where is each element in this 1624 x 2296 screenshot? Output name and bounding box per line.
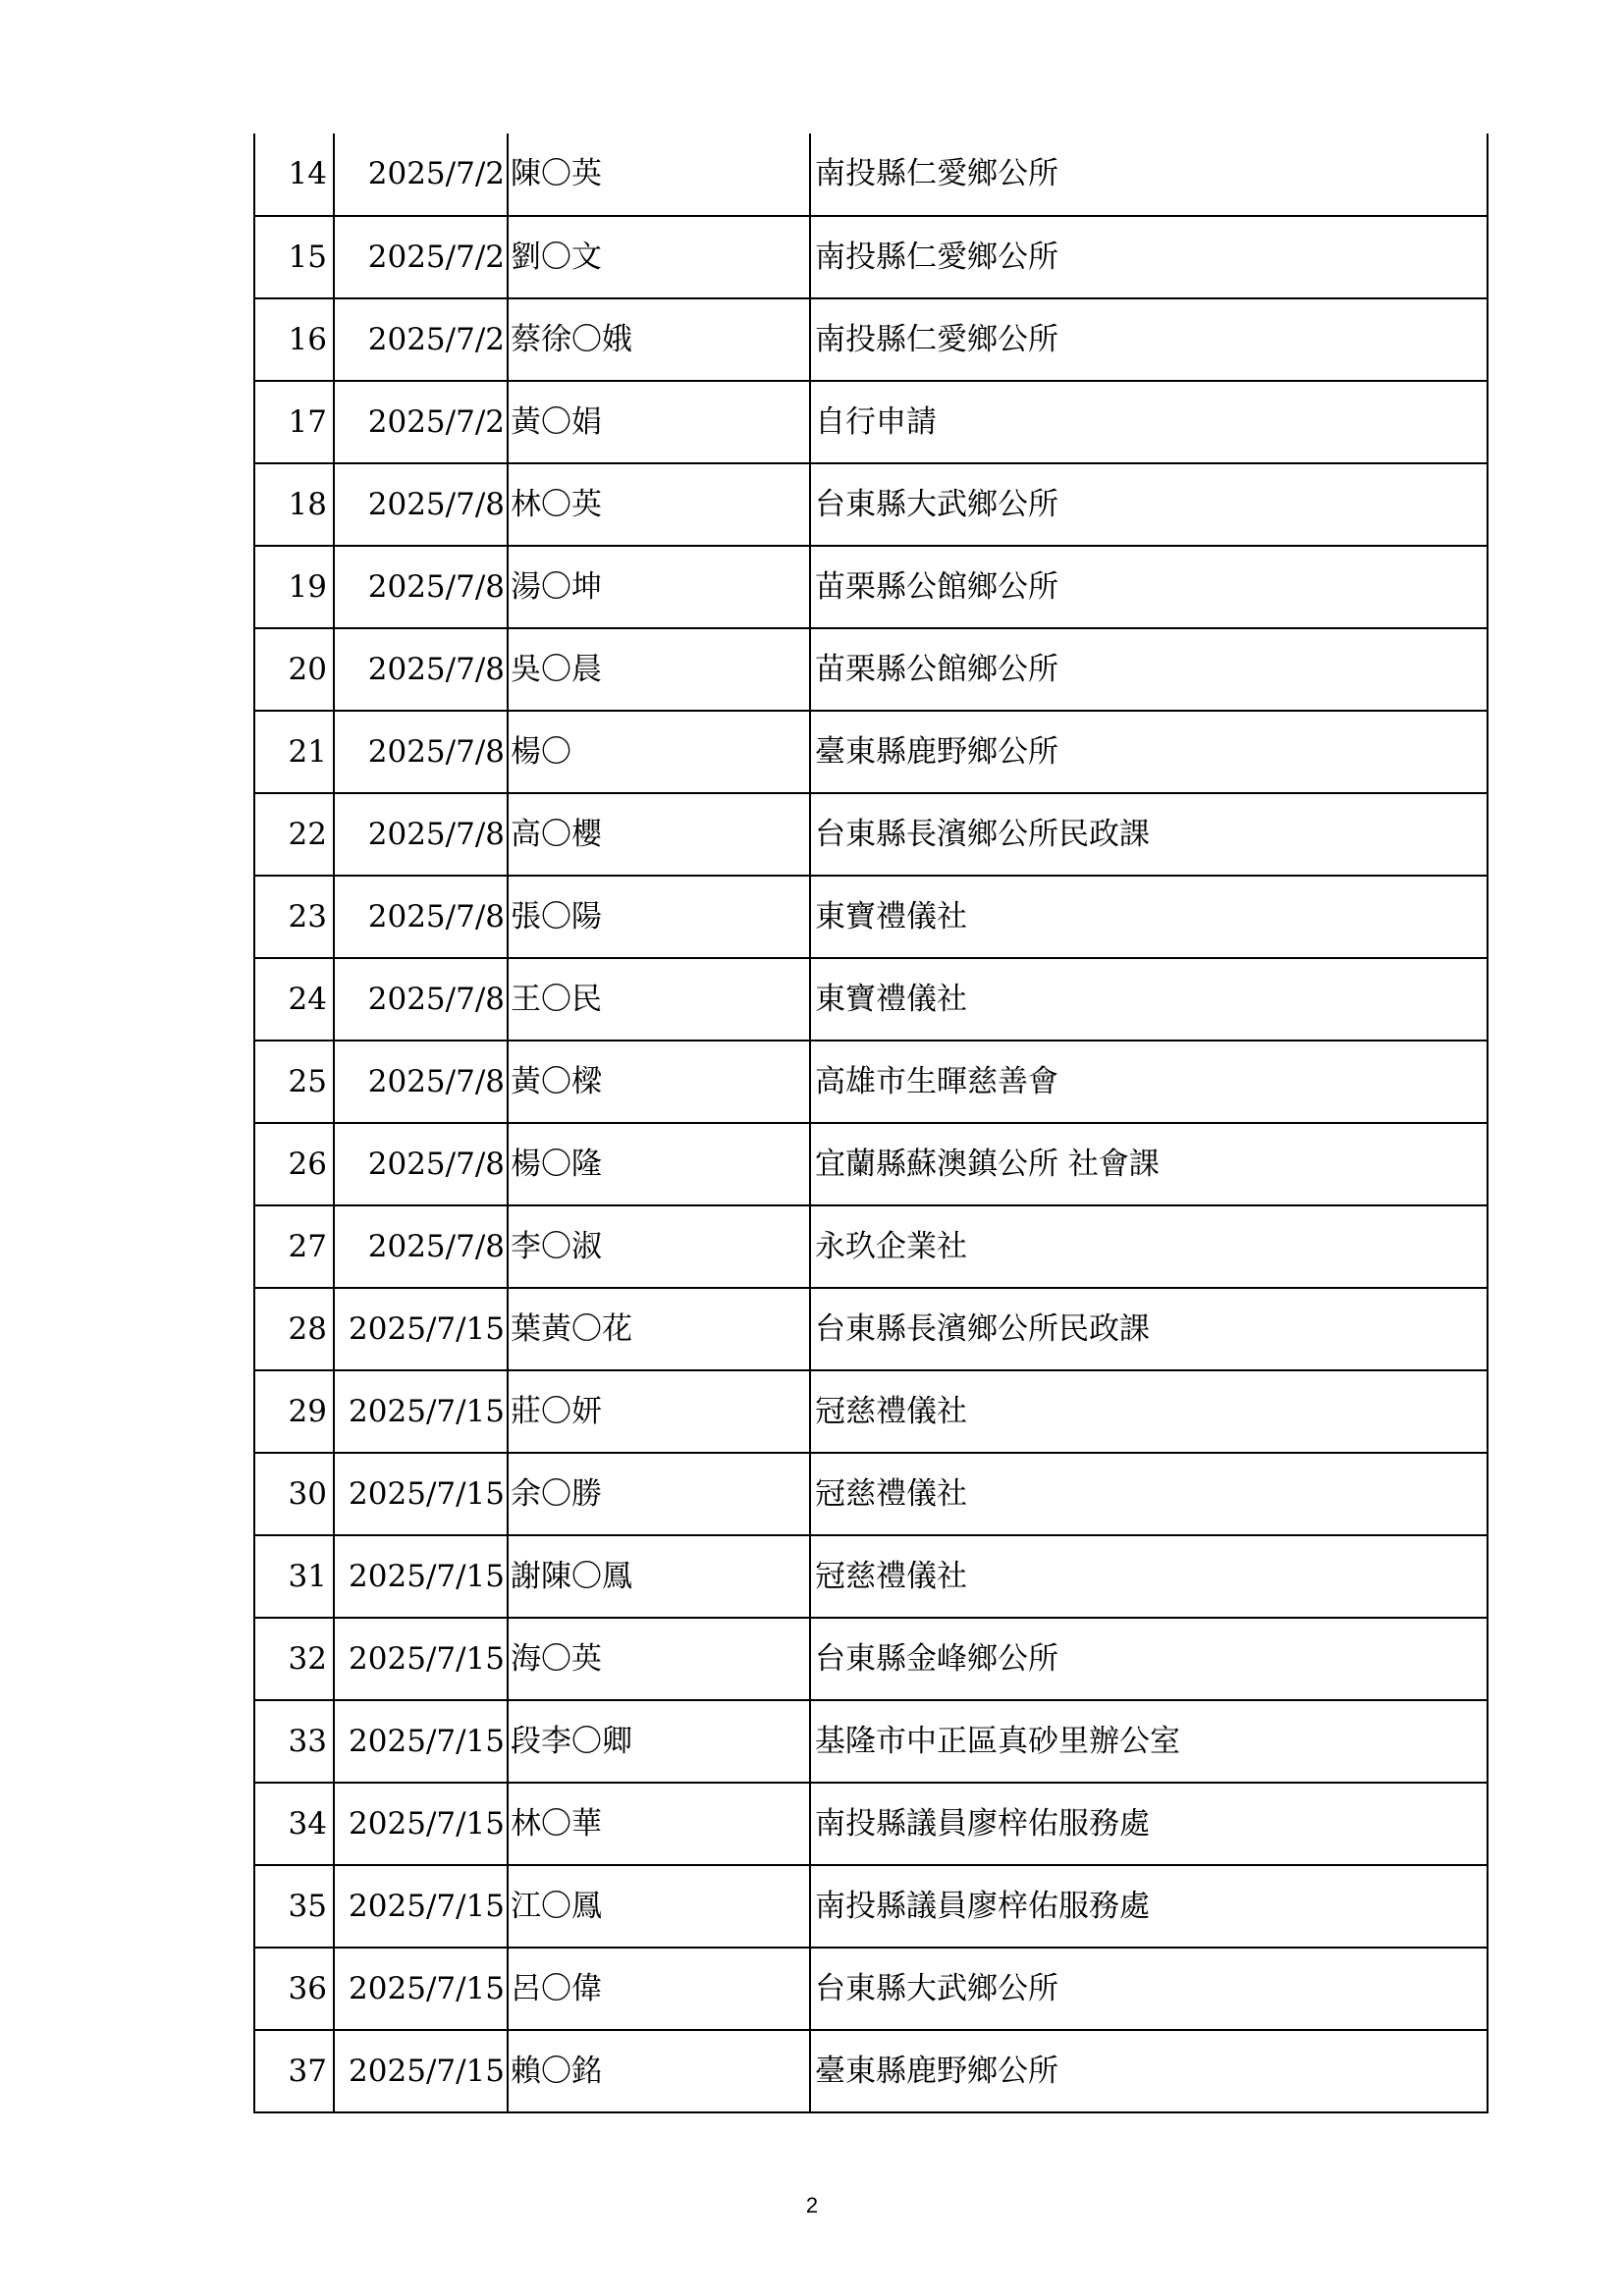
- row-organization: 苗栗縣公館鄉公所: [810, 546, 1488, 628]
- table-row: [254, 876, 1488, 958]
- row-organization: 南投縣議員廖梓佑服務處: [810, 1865, 1488, 1948]
- row-organization: 冠慈禮儀社: [810, 1453, 1488, 1535]
- table-row: [254, 1535, 1488, 1618]
- row-organization: 冠慈禮儀社: [810, 1535, 1488, 1618]
- row-number: 22: [254, 793, 334, 876]
- row-number: 21: [254, 711, 334, 793]
- table-row: [254, 1041, 1488, 1123]
- records-table-body: [254, 133, 1488, 2112]
- table-row: [254, 628, 1488, 711]
- row-name: 賴〇銘: [508, 2030, 810, 2112]
- table-row: [254, 1123, 1488, 1205]
- row-name: 葉黃〇花: [508, 1288, 810, 1370]
- row-name: 劉〇文: [508, 216, 810, 298]
- row-date: 2025/7/15: [334, 1783, 508, 1865]
- row-date: 2025/7/15: [334, 1535, 508, 1618]
- row-name: 余〇勝: [508, 1453, 810, 1535]
- row-name: 張〇陽: [508, 876, 810, 958]
- table-row: [254, 958, 1488, 1041]
- row-name: 楊〇: [508, 711, 810, 793]
- row-number: 29: [254, 1370, 334, 1453]
- row-date: 2025/7/15: [334, 2030, 508, 2112]
- row-name: 莊〇妍: [508, 1370, 810, 1453]
- table-row: [254, 1618, 1488, 1700]
- table-row: [254, 1783, 1488, 1865]
- table-row: [254, 381, 1488, 463]
- row-date: 2025/7/8: [334, 876, 508, 958]
- table-row: [254, 1948, 1488, 2030]
- row-number: 27: [254, 1205, 334, 1288]
- row-date: 2025/7/8: [334, 546, 508, 628]
- row-date: 2025/7/2: [334, 133, 508, 216]
- row-number: 31: [254, 1535, 334, 1618]
- row-number: 19: [254, 546, 334, 628]
- row-organization: 台東縣大武鄉公所: [810, 463, 1488, 546]
- row-number: 30: [254, 1453, 334, 1535]
- row-name: 林〇英: [508, 463, 810, 546]
- row-organization: 南投縣議員廖梓佑服務處: [810, 1783, 1488, 1865]
- row-number: 35: [254, 1865, 334, 1948]
- row-organization: 南投縣仁愛鄉公所: [810, 216, 1488, 298]
- page-number: 2: [805, 2193, 819, 2217]
- row-number: 24: [254, 958, 334, 1041]
- row-date: 2025/7/8: [334, 958, 508, 1041]
- table-row: [254, 216, 1488, 298]
- row-name: 高〇櫻: [508, 793, 810, 876]
- row-number: 15: [254, 216, 334, 298]
- row-number: 18: [254, 463, 334, 546]
- row-organization: 台東縣長濱鄉公所民政課: [810, 1288, 1488, 1370]
- row-date: 2025/7/8: [334, 463, 508, 546]
- table-row: [254, 546, 1488, 628]
- row-date: 2025/7/15: [334, 1865, 508, 1948]
- row-number: 36: [254, 1948, 334, 2030]
- row-date: 2025/7/15: [334, 1370, 508, 1453]
- table-row: [254, 298, 1488, 381]
- row-name: 黃〇樑: [508, 1041, 810, 1123]
- row-name: 林〇華: [508, 1783, 810, 1865]
- row-name: 吳〇晨: [508, 628, 810, 711]
- row-date: 2025/7/2: [334, 298, 508, 381]
- row-number: 16: [254, 298, 334, 381]
- row-name: 楊〇隆: [508, 1123, 810, 1205]
- row-name: 黃〇娟: [508, 381, 810, 463]
- row-number: 20: [254, 628, 334, 711]
- row-organization: 自行申請: [810, 381, 1488, 463]
- row-number: 25: [254, 1041, 334, 1123]
- row-date: 2025/7/15: [334, 1948, 508, 2030]
- row-organization: 臺東縣鹿野鄉公所: [810, 2030, 1488, 2112]
- table-row: [254, 133, 1488, 216]
- table-row: [254, 1865, 1488, 1948]
- row-name: 海〇英: [508, 1618, 810, 1700]
- row-organization: 南投縣仁愛鄉公所: [810, 298, 1488, 381]
- row-organization: 東寶禮儀社: [810, 958, 1488, 1041]
- row-organization: 宜蘭縣蘇澳鎮公所 社會課: [810, 1123, 1488, 1205]
- row-organization: 台東縣金峰鄉公所: [810, 1618, 1488, 1700]
- row-number: 37: [254, 2030, 334, 2112]
- row-number: 14: [254, 133, 334, 216]
- table-row: [254, 1205, 1488, 1288]
- row-organization: 臺東縣鹿野鄉公所: [810, 711, 1488, 793]
- row-name: 呂〇偉: [508, 1948, 810, 2030]
- table-row: [254, 1370, 1488, 1453]
- row-date: 2025/7/8: [334, 1205, 508, 1288]
- row-organization: 冠慈禮儀社: [810, 1370, 1488, 1453]
- table-row: [254, 1288, 1488, 1370]
- row-organization: 南投縣仁愛鄉公所: [810, 133, 1488, 216]
- row-organization: 基隆市中正區真砂里辦公室: [810, 1700, 1488, 1783]
- row-number: 17: [254, 381, 334, 463]
- row-organization: 高雄市生暉慈善會: [810, 1041, 1488, 1123]
- row-date: 2025/7/15: [334, 1453, 508, 1535]
- row-organization: 東寶禮儀社: [810, 876, 1488, 958]
- row-number: 32: [254, 1618, 334, 1700]
- row-name: 江〇鳳: [508, 1865, 810, 1948]
- row-organization: 永玖企業社: [810, 1205, 1488, 1288]
- table-row: [254, 463, 1488, 546]
- row-organization: 苗栗縣公館鄉公所: [810, 628, 1488, 711]
- row-organization: 台東縣長濱鄉公所民政課: [810, 793, 1488, 876]
- row-number: 26: [254, 1123, 334, 1205]
- table-row: [254, 793, 1488, 876]
- row-name: 段李〇卿: [508, 1700, 810, 1783]
- row-name: 王〇民: [508, 958, 810, 1041]
- row-name: 蔡徐〇娥: [508, 298, 810, 381]
- row-date: 2025/7/2: [334, 381, 508, 463]
- row-number: 23: [254, 876, 334, 958]
- row-name: 李〇淑: [508, 1205, 810, 1288]
- row-name: 謝陳〇鳳: [508, 1535, 810, 1618]
- row-name: 陳〇英: [508, 133, 810, 216]
- row-date: 2025/7/2: [334, 216, 508, 298]
- row-date: 2025/7/8: [334, 793, 508, 876]
- records-table: [253, 133, 1489, 2113]
- row-date: 2025/7/8: [334, 1123, 508, 1205]
- row-date: 2025/7/15: [334, 1618, 508, 1700]
- table-row: [254, 711, 1488, 793]
- table-row: [254, 1453, 1488, 1535]
- row-date: 2025/7/8: [334, 628, 508, 711]
- row-number: 33: [254, 1700, 334, 1783]
- row-number: 34: [254, 1783, 334, 1865]
- row-number: 28: [254, 1288, 334, 1370]
- table-row: [254, 1700, 1488, 1783]
- row-date: 2025/7/15: [334, 1700, 508, 1783]
- table-row: [254, 2030, 1488, 2112]
- row-date: 2025/7/8: [334, 1041, 508, 1123]
- row-date: 2025/7/15: [334, 1288, 508, 1370]
- row-date: 2025/7/8: [334, 711, 508, 793]
- row-organization: 台東縣大武鄉公所: [810, 1948, 1488, 2030]
- row-name: 湯〇坤: [508, 546, 810, 628]
